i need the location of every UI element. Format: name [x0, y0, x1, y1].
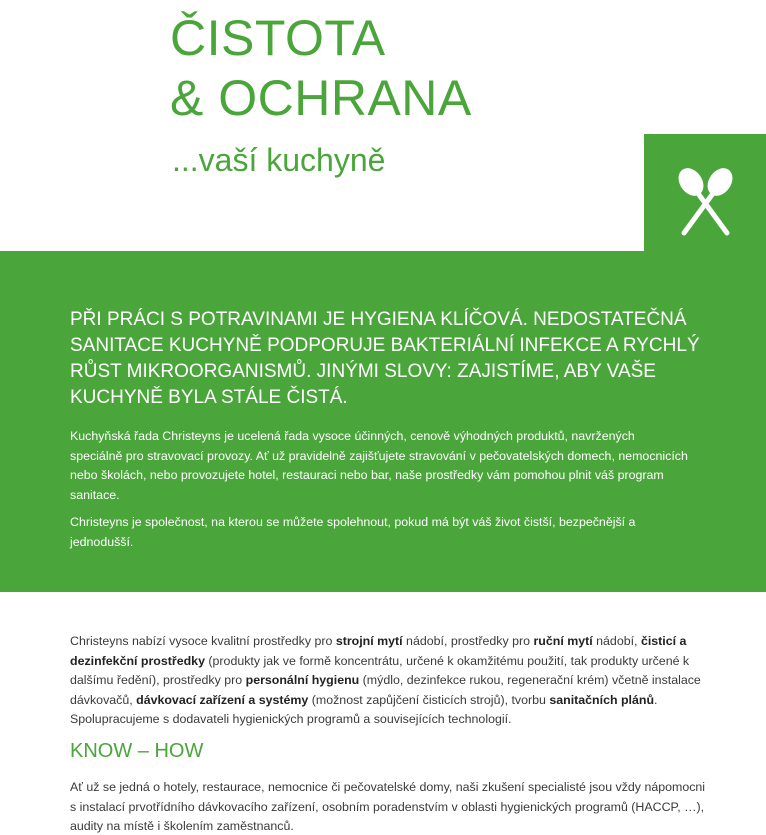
crossed-spoons-icon [644, 134, 766, 254]
page-subtitle: ...vaší kuchyně [172, 142, 386, 178]
knowhow-paragraph: Ať už se jedná o hotely, restaurace, nemocnice či pečovatelské domy, naši zkušení specialisté jsou vždy nápomocni s instalací prvotřídního dávkovacího zařízení, osobním poradenstvím v oblasti hygienických programů (HACCP, …), audity na místě i školením zaměstnanců. [70, 780, 706, 833]
products-bold-2: ruční mytí [533, 634, 593, 648]
products-bold-6: sanitačních plánů [549, 692, 655, 707]
intro-paragraph-1: Kuchyňská řada Christeyns je ucelená řada vysoce účinných, cenově výhodných produktů, navržených speciálně pro stravovací provozy. Ať už pravidelně zajišťujete stravování v pečovatelských domech, nemocnicích nebo školách, nebo provozujete hotel, restauraci nebo bar, naše prostředky vám pomohou plnit váš program sanitace. [70, 429, 688, 502]
title-line-2: & OCHRANA [170, 70, 472, 126]
products-bold-5: dávkovací zařízení a systémy [136, 692, 309, 707]
products-bold-4: personální hygienu [245, 673, 360, 687]
intro-paragraph-2: Christeyns je společnost, na kterou se můžete spolehnout, pokud má být váš život čistší, bezpečnější a jednodušší. [70, 515, 636, 549]
title-line-1: ČISTOTA [170, 10, 386, 66]
products-text-7: . Spolupracujeme s dodavateli hygienických programů a souvisejících technologií. [70, 692, 658, 726]
intro-lead: PŘI PRÁCI S POTRAVINAMI JE HYGIENA KLÍČOVÁ. NEDOSTATEČNÁ SANITACE KUCHYNĚ PODPORUJE BAKTERIÁLNÍ INFEKCE A RYCHLÝ RŮST MIKROORGANISMŮ. JINÝMI SLOVY: ZAJISTÍME, ABY VAŠE KUCHYNĚ BYLA STÁLE ČISTÁ. [70, 309, 700, 408]
page-title [170, 8, 472, 128]
products-bold-3: čisticí a dezinfekční prostředky [70, 634, 687, 668]
products-text-5: (mýdlo, dezinfekce rukou, regenerační krém) včetně instalace dávkovačů, [70, 673, 701, 707]
products-text-1: Christeyns nabízí vysoce kvalitní prostředky pro [70, 634, 336, 648]
products-text-4: (produkty jak ve formě koncentrátu, určené k okamžitému použití, tak produkty určené k dalšímu ředění), prostředky pro [70, 653, 690, 687]
products-bold-1: strojní mytí [335, 634, 403, 648]
products-text-3: nádobí, [592, 634, 641, 648]
products-paragraph [70, 632, 710, 730]
icon-panel [644, 134, 766, 254]
products-text-2: nádobí, prostředky pro [402, 634, 534, 648]
knowhow-heading: KNOW – HOW [70, 740, 204, 762]
products-text-6: (možnost zapůjčení čisticích strojů), tvorbu [308, 692, 550, 707]
